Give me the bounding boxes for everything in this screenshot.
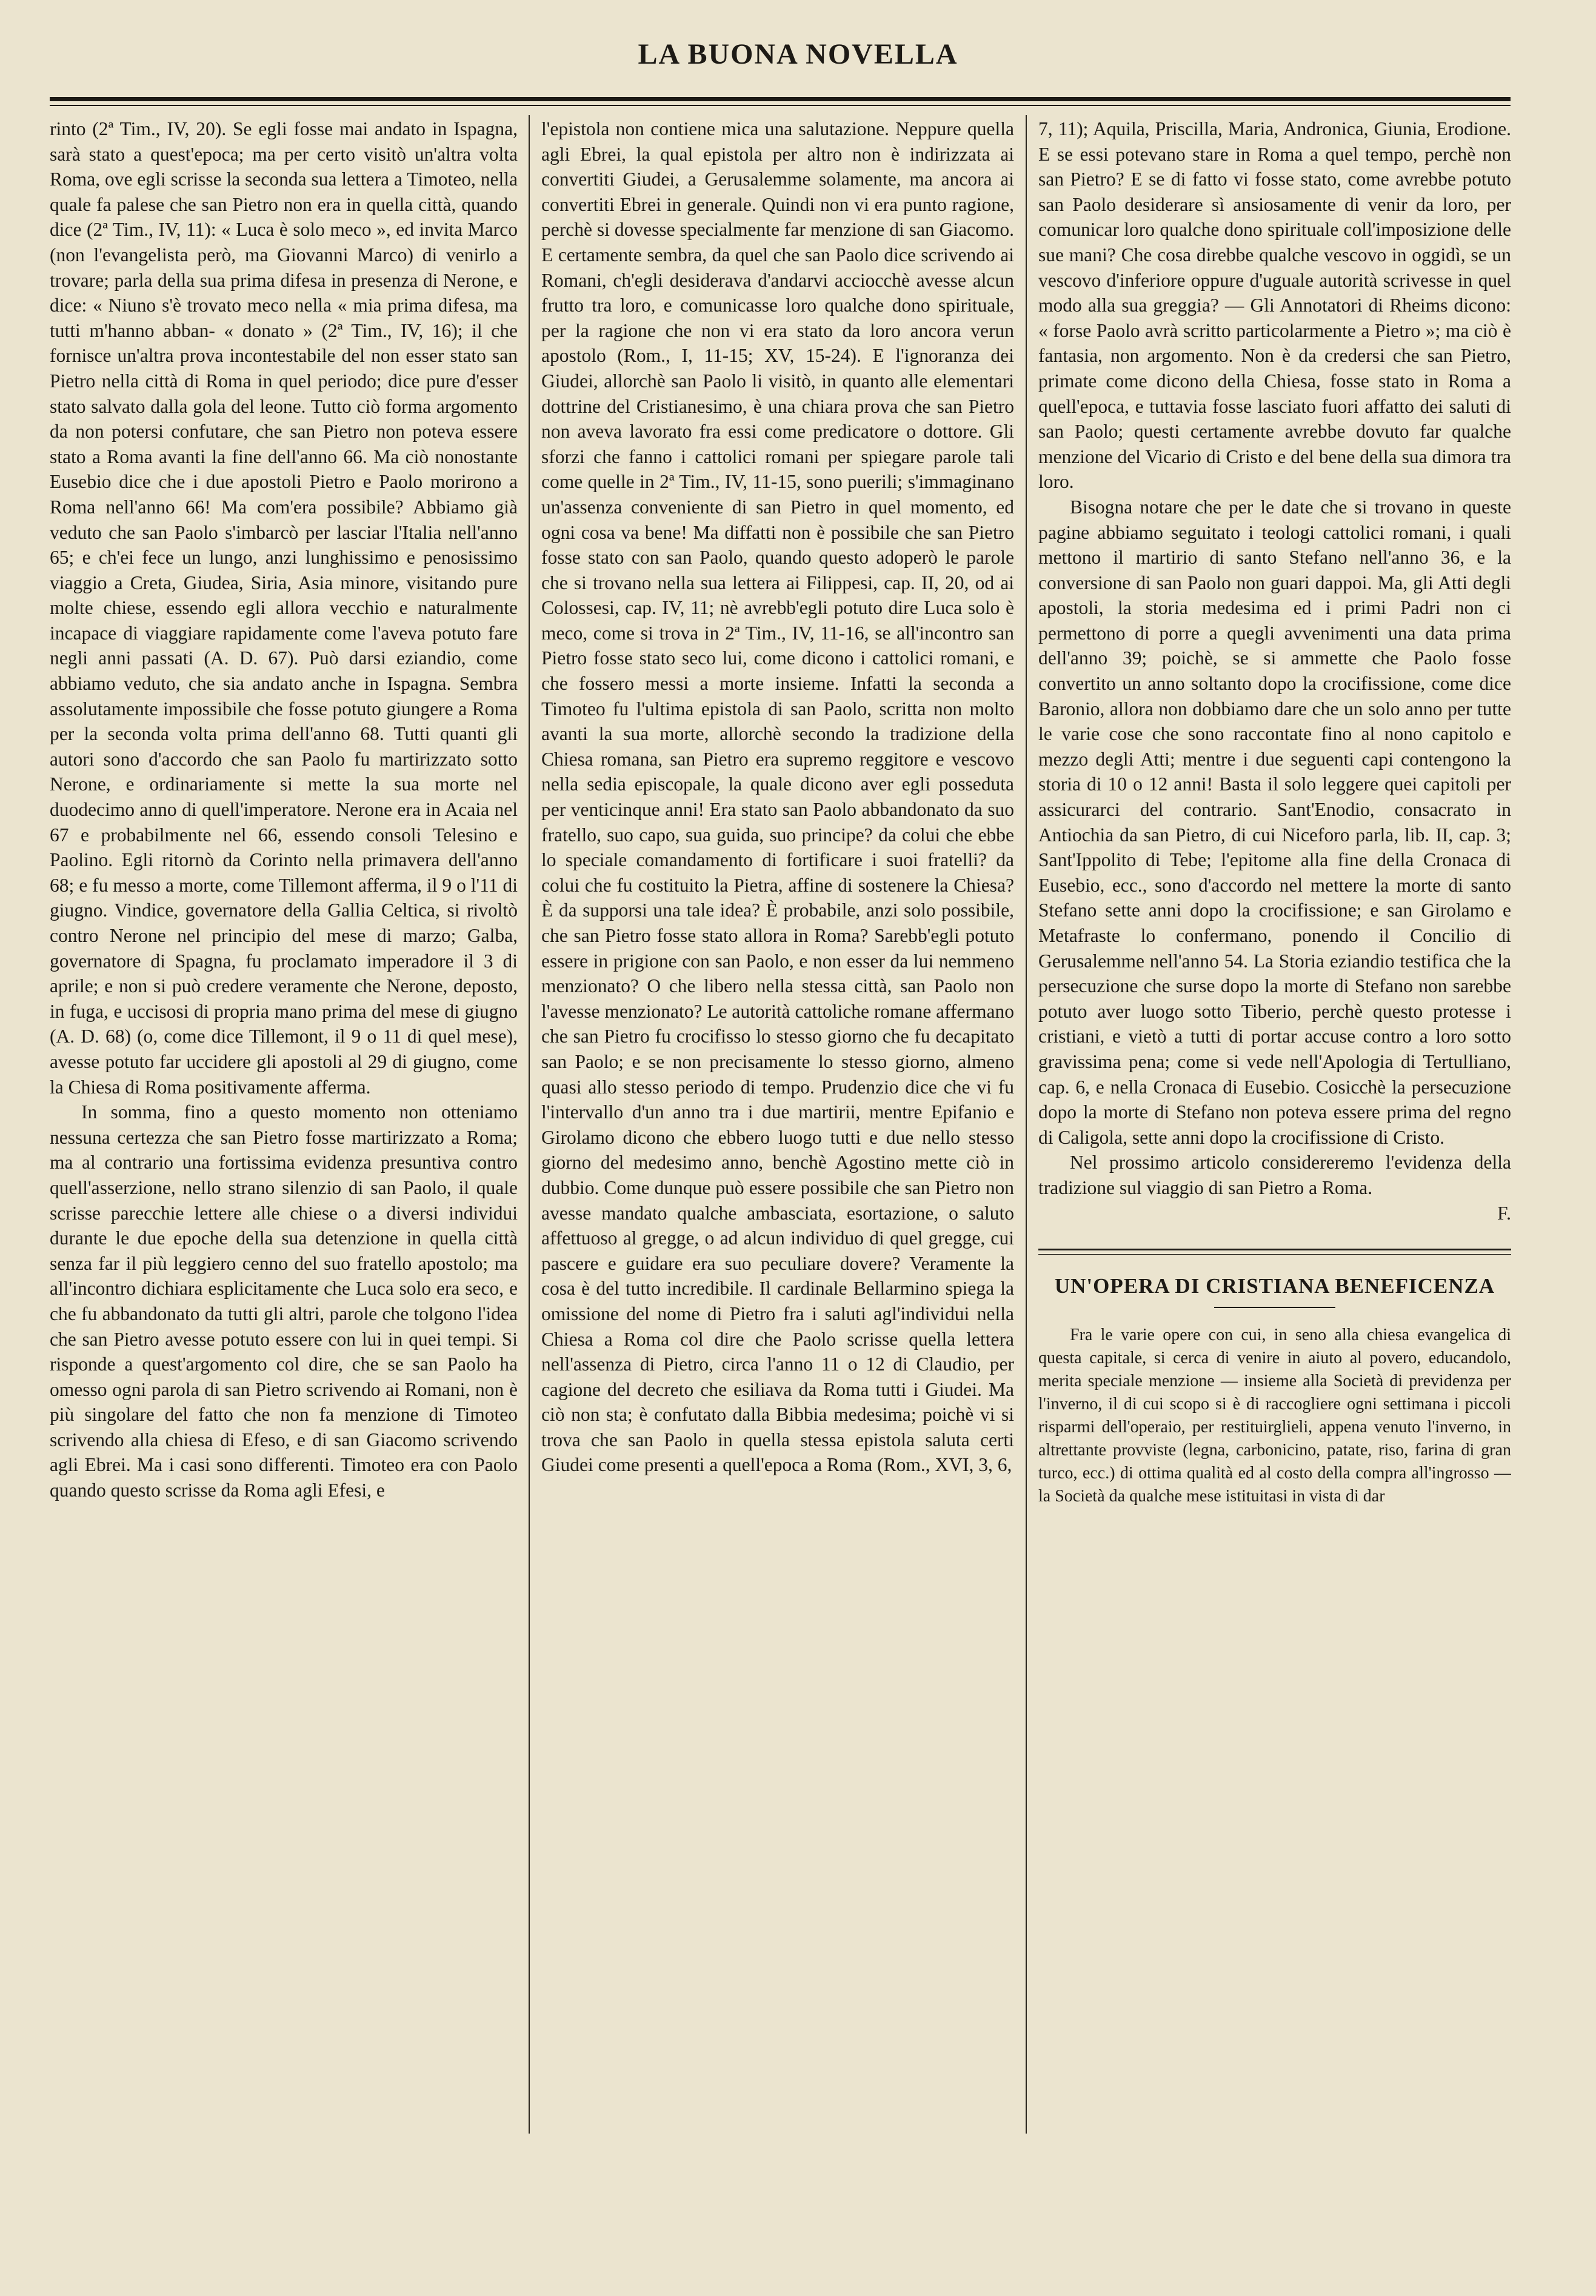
header-rule-thin [50,105,1511,106]
section-title: UN'OPERA DI CRISTIANA BENEFICENZA [1054,1274,1495,1298]
col3-paragraph-1: 7, 11); Aquila, Priscilla, Maria, Andronica, Giunia, Erodione. E se essi potevano stare in Roma a quel tempo, perchè non san Pietro? E se di fatto vi fosse stato, come avrebbe potuto san Paolo desiderare sì ansiosamente di venir da loro, per comunicar loro qualche dono spirituale coll'imposizione delle sue mani? Che cosa direbbe qualche vescovo in oggidì, se un vescovo d'inferiore oppure d'uguale autorità scrivesse in quel modo alla sua greggia? — Gli Annotatori di Rheims dicono: « forse Paolo avrà scritto particolarmente a Pietro »; ma ciò è fantasia, non argomento. Non è da credersi che san Pietro, primate come dicono della Chiesa, fosse stato in Roma a quell'epoca, e tuttavia fosse lasciato fuori affatto dei saluti di san Paolo; questi certamente avrebbe dovuto far qualche menzione del Vicario di Cristo e del bene della sua dimora tra loro. [1038,118,1511,493]
header-rule-thick [50,97,1511,101]
section-paragraph: Fra le varie opere con cui, in seno alla chiesa evangelica di questa capitale, si cerca di venire in aiuto al povero, educandolo, merita speciale menzione — insieme alla Società di previdenza per l'inverno, il di cui scopo si è di raccogliere ogni settimana i piccoli risparmi dell'operaio, per restituirglieli, appena venuto l'inverno, in altrettante provviste (legna, carbonicino, patate, riso, farina di gran turco, ecc.) di ottima qualità ed al costo della compra all'ingrosso — la Società da qualche mese istituitasi in vista di dar [1038,1326,1511,1506]
section-title-underline [1214,1307,1335,1308]
closing-line [1038,1150,1511,1200]
signature: F. [1497,1202,1511,1224]
column-2 [541,116,1014,2135]
column-3 [1038,116,1511,2135]
section-rule-thin [1038,1254,1511,1255]
col3-paragraph-2: Bisogna notare che per le date che si trovano in queste pagine abbiamo seguitato i teologi cattolici romani, i quali mettono il martirio di santo Stefano nell'anno 36, e la conversione di san Paolo non guari dappoi. Ma, gli Atti degli apostoli, la storia medesima ed i primi Padri non ci permettono di porre a quegli avvenimenti una data prima dell'anno 39; poichè, se si ammette che Paolo fosse convertito un anno soltanto dopo la crocifissione, come dice Baronio, allora non dobbiamo dare che un solo anno per tutte le varie cose che sono raccontate fino al nono capitolo e mezzo degli Atti; mentre i due seguenti capi contengono la storia di 10 o 12 anni! Basta il solo leggere quei capitoli per assicurarci del contrario. Sant'Enodio, consacrato in Antiochia da san Pietro, di cui Niceforo parla, lib. II, cap. 3; Sant'Ippolito di Tebe; l'epitome alla fine della Cronaca di Eusebio, ecc., sono d'accordo nel mettere la morte di santo Stefano sette anni dopo la crocifissione; e san Girolamo e Metafraste lo confermano, ponendo il Concilio di Gerusalemme nell'anno 54. La Storia eziandio testifica che la persecuzione che surse dopo la morte di Stefano non sarebbe potuto aver luogo sotto Tiberio, perchè questo protesse i cristiani, e vietò a tutti di portar accuse contro a loro sotto gravissima pena; come si vede nell'Apologia di Tertulliano, cap. 6, e nella Cronaca di Eusebio. Cosicchè la persecuzione dopo la morte di Stefano non poteva essere prima del regno di Caligola, sette anni dopo la crocifissione di Cristo. [1038,496,1511,1148]
col1-paragraph-2: In somma, fino a questo momento non otteniamo nessuna certezza che san Pietro fosse martirizzato a Roma; ma al contrario una fortissima evidenza presuntiva contro quell'asserzione, nello strano silenzio di san Paolo, il quale scrisse parecchie lettere alle chiese o a diversi individui durante le due epoche della sua detenzione in quella città senza far il più leggiero cenno del suo fratello apostolo; ma all'incontro dichiara esplicitamente che Luca solo era seco, e che fu abbandonato da tutti gli altri, parole che tolgono l'idea che san Pietro avesse potuto essere con lui in quei tempi. Si risponde a quest'argomento col dire, che se san Paolo ha omesso ogni parola di san Pietro scrivendo ai Romani, non è più singolare del fatto che non fa menzione di Timoteo scrivendo alla chiesa di Efeso, e di san Giacomo scrivendo agli Ebrei. Ma i casi sono differenti. Timoteo era con Paolo quando questo scrisse da Roma agli Efesi, e [50,1101,518,1501]
column-1 [50,116,518,2135]
section-rule-thick [1038,1249,1511,1250]
column-divider-1 [529,115,530,2134]
col2-paragraph-1: l'epistola non contiene mica una salutazione. Neppure quella agli Ebrei, la qual epistola per altro non è indirizzata ai convertiti Giudei, a Gerusalemme solamente, ma ancora ai convertiti Ebrei in generale. Quindi non vi era punto ragione, perchè si dovesse specialmente far menzione di san Giacomo. E certamente sembra, da quel che san Paolo dice scrivendo ai Romani, ch'egli desiderava d'andarvi acciocchè avesse alcun frutto tra loro, e comunicasse loro qualche dono spirituale, per la ragione che non vi era stato da loro ancora verun apostolo (Rom., I, 11-15; XV, 15-24). E l'ignoranza dei Giudei, allorchè san Paolo li visitò, in quanto alle elementari dottrine del Cristianesimo, è una chiara prova che san Pietro non aveva lavorato fra essi come predicatore o dottore. Gli sforzi che fanno i cattolici romani per spiegare parole tali come quelle in 2ª Tim., IV, 11-15, sono puerili; s'immaginano un'assenza conveniente di san Pietro in quel momento, ed ogni cosa va bene! Ma diffatti non è possibile che san Pietro fosse stato con san Paolo, quando questo adoperò le parole che si trovano nella sua lettera ai Filippesi, cap. II, 20, od ai Colossesi, cap. IV, 11; nè avrebb'egli potuto dire Luca solo è meco, come si trova in 2ª Tim., IV, 11-16, se all'incontro san Pietro fosse stato seco lui, come dicono i cattolici romani, e che fossero messi a morte insieme. Infatti la seconda a Timoteo fu l'ultima epistola di san Paolo, scritta non molto avanti la sua morte, allorchè secondo la tradizione della Chiesa romana, san Pietro era supremo reggitore e vescovo nella sedia episcopale, la quale dicono aver egli posseduta per venticinque anni! Era stato san Paolo abbandonato da suo fratello, suo capo, sua guida, suo principe? da colui che ebbe lo speciale comandamento di fortificare i suoi fratelli? da colui che fu costituito la Pietra, affine di sostenere la Chiesa? È da supporsi una tale idea? È probabile, anzi solo possibile, che san Pietro fosse stato allora in Roma? Sarebb'egli potuto essere in prigione con san Paolo, e non esser da lui nemmeno menzionato? O che libero nella stessa città, san Paolo non l'avesse menzionato? Le autorità cattoliche romane affermano che san Pietro fu crocifisso lo stesso giorno che fu decapitato san Paolo; e se non precisamente lo stesso giorno, almeno quasi allo stesso periodo di tempo. Prudenzio dice che vi fu l'intervallo d'un anno tra i due martirii, mentre Epifanio e Girolamo dicono che ebbero luogo tutti e due nello stesso giorno del medesimo anno, benchè Agostino mette ciò in dubbio. Come dunque può essere possibile che san Pietro non avesse mandato qualche ambasciata, esortazione, o saluto affettuoso al gregge, o ad alcun individuo di quel gregge, cui pascere e guidare era suo peculiare dovere? Veramente la cosa è del tutto incredibile. Il cardinale Bellarmino spiega la omissione del nome di Pietro fra i saluti agl'individui nella Chiesa a Roma col dire che Paolo scrisse quella lettera nell'assenza di Pietro, circa l'anno 11 o 12 di Claudio, per cagione del decreto che esiliava da Roma tutti i Giudei. Ma ciò non sta; è confutato dalla Bibbia medesima; poichè vi si trova che san Paolo in quella stessa epistola saluta certi Giudei come presenti a quell'epoca a Roma (Rom., XVI, 3, 6, [541,118,1014,1476]
masthead-title: LA BUONA NOVELLA [638,38,958,70]
col3-paragraph-3: Nel prossimo articolo considereremo l'evidenza della tradizione sul viaggio di san Pietro a Roma. [1038,1152,1511,1198]
col1-paragraph-1: rinto (2ª Tim., IV, 20). Se egli fosse mai andato in Ispagna, sarà stato a quest'epoca; ma per certo visitò un'altra volta Roma, ove egli scrisse la seconda sua lettera a Timoteo, nella quale fa palese che san Pietro non era in quella città, quando dice (2ª Tim., IV, 11): « Luca è solo meco », ed invita Marco (non l'evangelista però, ma Giovanni Marco) di venirlo a trovare; parla della sua prima difesa in presenza di Nerone, e dice: « Niuno s'è trovato meco nella « mia prima difesa, ma tutti m'hanno abban- « donato » (2ª Tim., IV, 16); il che fornisce un'altra prova incontestabile del non esser stato san Pietro nella città di Roma in quel periodo; dice pure d'esser stato salvato dalla gola del leone. Tutto ciò forma argomento da non potersi confutare, che san Pietro non poteva essere stato a Roma avanti la fine dell'anno 66. Ma ciò nonostante Eusebio dice che i due apostoli Pietro e Paolo morirono a Roma nell'anno 66! Ma com'era possibile? Abbiamo già veduto che san Paolo s'imbarcò per lasciar l'Italia nell'anno 65; e ch'ei fece un lungo, anzi lunghissimo e penosissimo viaggio a Creta, Giudea, Siria, Asia minore, visitando pure molte chiese, essendo egli allora vecchio e naturalmente incapace di viaggiare rapidamente come l'aveva potuto fare negli anni passati (A. D. 67). Può darsi eziandio, come abbiamo veduto, che sia andato anche in Ispagna. Sembra assolutamente impossibile che fosse potuto giungere a Roma per la seconda volta prima dell'anno 68. Tutti quanti gli autori sono d'accordo che san Paolo fu martirizzato sotto Nerone, e ordinariamente si mette la sua morte nel duodecimo anno di quell'imperatore. Nerone era in Acaia nel 67 e probabilmente nel 66, essendo consoli Telesino e Paolino. Egli ritornò da Corinto nella primavera dell'anno 68; e fu messo a morte, come Tillemont afferma, il 9 o l'11 di giugno. Vindice, governatore della Gallia Celtica, si rivoltò contro Nerone nel principio del mese di marzo; Galba, governatore di Spagna, fu proclamato imperadore il 3 di aprile; e non si può credere veramente che Nerone, deposto, in fuga, e uccisosi di propria mano prima del mese di giugno (A. D. 68) (o, come dice Tillemont, il 9 o 11 di quel mese), avesse potuto far uccidere gli apostoli al 29 di giugno, come la Chiesa di Roma positivamente afferma. [50,118,518,1098]
column-divider-2 [1026,115,1027,2134]
